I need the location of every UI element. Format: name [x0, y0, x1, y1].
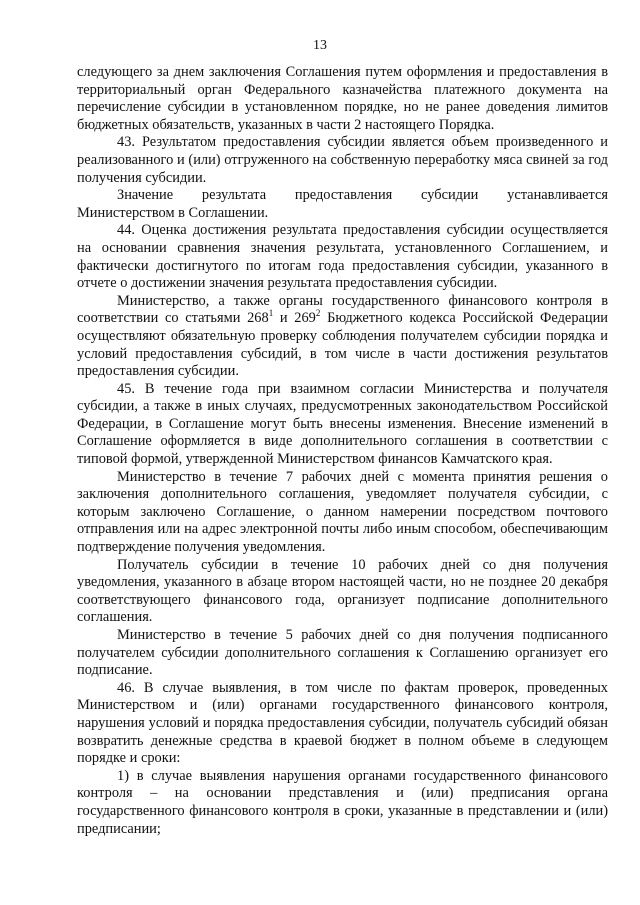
- control-text-part1: Министерство, а также органы государственного финансового контроля в соответствии со статьями 268: [77, 292, 608, 327]
- superscript-269: 2: [315, 308, 321, 319]
- paragraph-notification: Министерство в течение 7 рабочих дней с момента принятия решения о заключения дополнительного соглашения, уведомляет получателя субсидии, с которым заключено Соглашение, о данном намерении посредством почтового отправления или на адрес электронной почты либо иным способом, обеспечивающим подтверждение получения уведомления.: [77, 468, 608, 556]
- paragraph-result-value: Значение результата предоставления субсидии устанавливается Министерством в Соглашении.: [77, 187, 608, 221]
- control-text-part2: и 269: [273, 310, 316, 327]
- paragraph-ministry-signing: Министерство в течение 5 рабочих дней со дня получения подписанного получателем субсидии дополнительного соглашения к Соглашению организует его подписание.: [77, 627, 608, 679]
- paragraph-45: 45. В течение года при взаимном согласии Министерства и получателя субсидии, а также в иных случаях, предусмотренных законодательством Российской Федерации, в Соглашение могут быть внесены изменения. Внесение изменений в Соглашение оформляется в виде дополнительного соглашения в соответствии с типовой формой, утвержденной Министерством финансов Камчатского края.: [77, 380, 608, 468]
- paragraph-44: 44. Оценка достижения результата предоставления субсидии осуществляется на основании сравнения значения результата, установленного Соглашением, и фактически достигнутого по итогам года предоставления субсидии, указанного в отчете о достижении значения результата предоставления субсидии.: [77, 222, 608, 292]
- paragraph-continuation: следующего за днем заключения Соглашения путем оформления и предоставления в территориальный орган Федерального казначейства платежного документа на перечисление субсидии в установленном порядке, но не ранее доведения лимитов бюджетных обязательств, указанных в части 2 настоящего Порядка.: [77, 64, 608, 133]
- paragraph-control: [77, 293, 608, 381]
- paragraph-recipient-signing: Получатель субсидии в течение 10 рабочих дней со дня получения уведомления, указанного в абзаце втором настоящей части, но не позднее 20 декабря соответствующего финансового года, организует подписание дополнительного соглашения.: [77, 556, 608, 626]
- superscript-268: 1: [268, 308, 274, 319]
- paragraph-43: 43. Результатом предоставления субсидии является объем произведенного и реализованного и (или) отгруженного на собственную переработку мяса свиней за год получения субсидии.: [77, 134, 608, 186]
- paragraph-46-item-1: 1) в случае выявления нарушения органами государственного финансового контроля – на основании представления и (или) предписания органа государственного финансового контроля в сроки, указанные в представлении и (или) предписании;: [77, 767, 608, 837]
- paragraph-46: 46. В случае выявления, в том числе по фактам проверок, проведенных Министерством и (или) органами государственного финансового контроля, нарушения условий и порядка предоставления субсидии, получатель субсидий обязан возвратить денежные средства в краевой бюджет в полном объеме в следующем порядке и сроки:: [77, 679, 608, 767]
- page-number: 13: [313, 38, 327, 53]
- document-body: [77, 64, 608, 838]
- control-text-part3: Бюджетного кодекса Российской Федерации осуществляют обязательную проверку соблюдения получателем субсидии порядка и условий предоставления субсидий, в том числе в части достижения результатов предоставления субсидии.: [77, 310, 609, 380]
